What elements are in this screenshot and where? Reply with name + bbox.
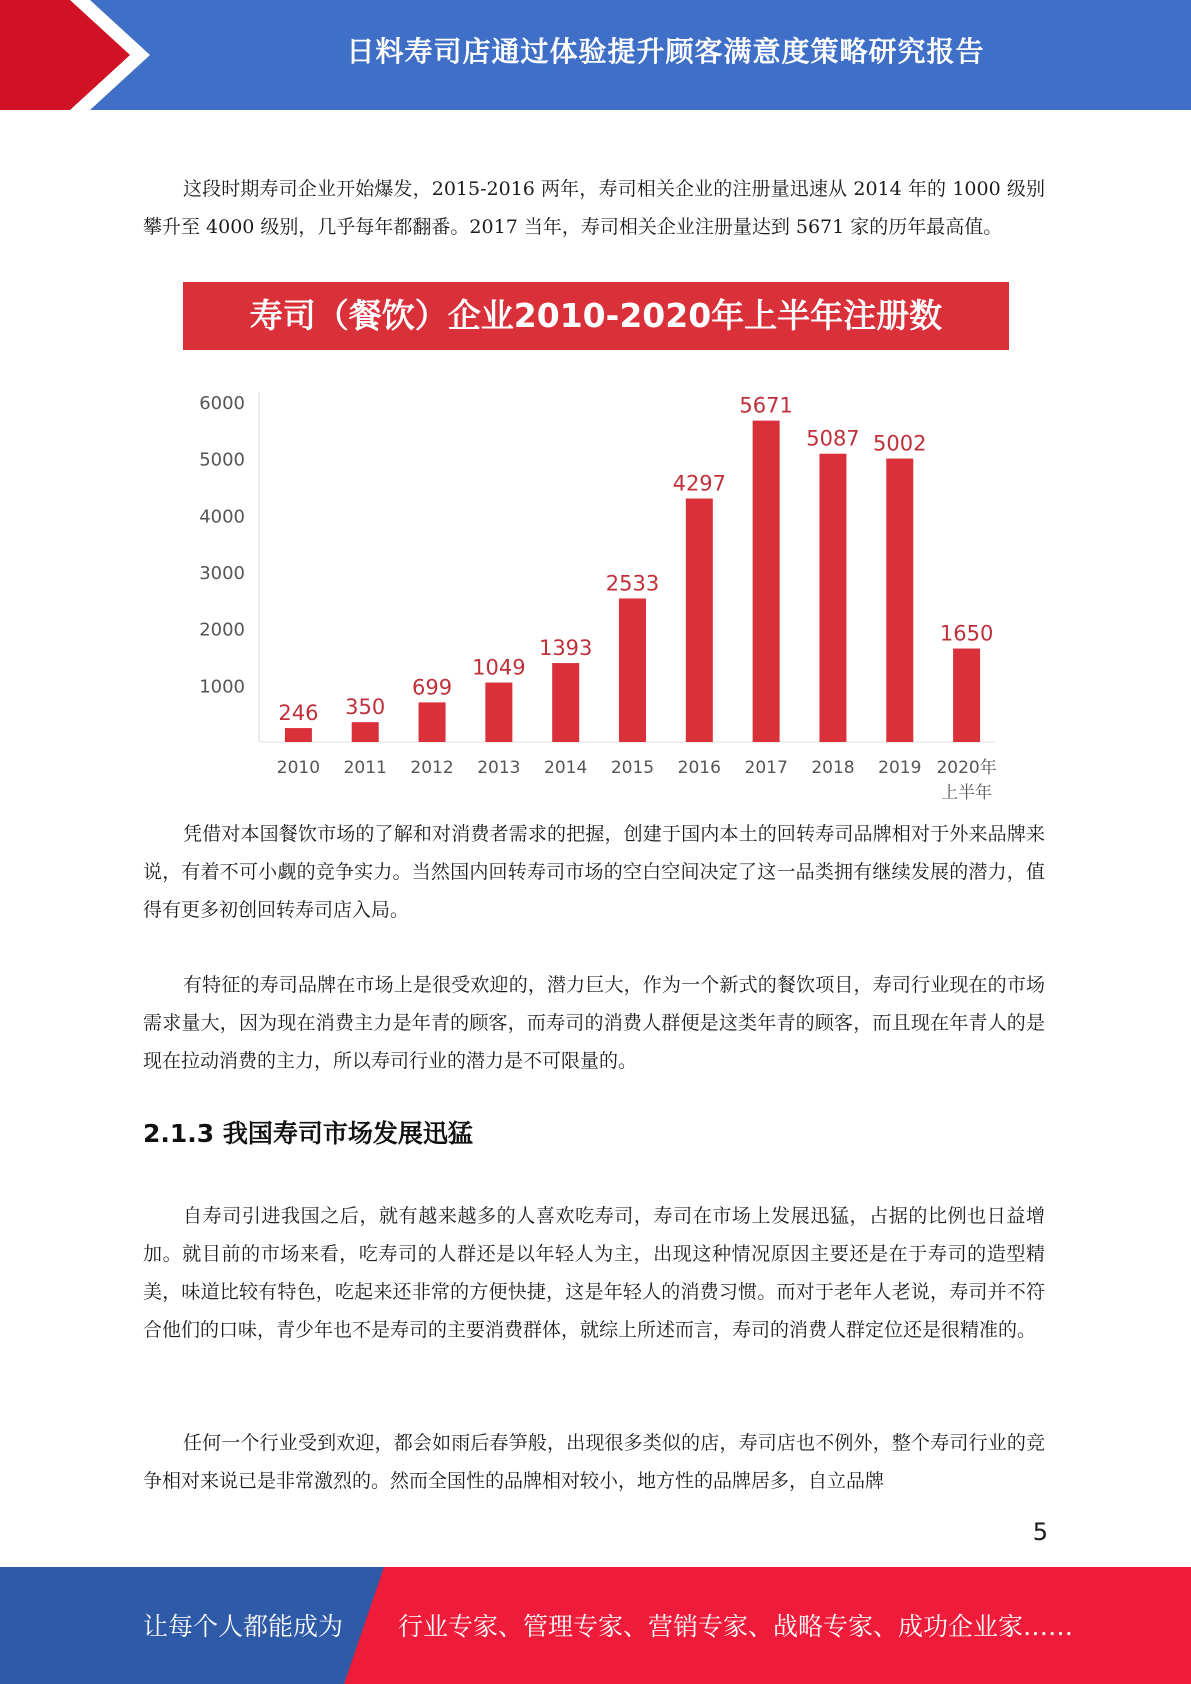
x-tick-label: 2014: [544, 758, 588, 778]
data-label: 5002: [873, 431, 927, 456]
bar: [619, 598, 646, 742]
page-footer: [0, 1567, 1191, 1684]
y-tick-label: 6000: [199, 393, 245, 414]
x-tick-label: 上半年: [941, 783, 993, 802]
x-tick-label: 2012: [410, 758, 454, 778]
header-title: 日料寿司店通过体验提升顾客满意度策略研究报告: [346, 35, 985, 68]
y-tick-label: 3000: [199, 563, 245, 584]
y-tick-label: 2000: [199, 619, 245, 641]
bar: [485, 683, 512, 742]
bar: [819, 454, 846, 742]
paragraph-4: 自寿司引进我国之后，就有越来越多的人喜欢吃寿司，寿司在市场上发展迅猛，占据的比例也日益增加。就目前的市场来看，吃寿司的人群还是以年轻人为主，出现这种情况原因主要还是在于寿司的造型精美，味道比较有特色，吃起来还非常的方便快捷，这是年轻人的消费习惯。而对于老年人老说，寿司并不符合他们的口味，青少年也不是寿司的主要消费群体，就综上所述而言，寿司的消费人群定位还是很精准的。: [143, 1205, 1045, 1341]
bar: [419, 702, 446, 742]
x-tick-label: 2019: [878, 758, 922, 778]
data-label: 1650: [939, 621, 994, 646]
section-heading: 2.1.3 我国寿司市场发展迅猛: [143, 1119, 473, 1148]
data-label: 1393: [538, 636, 593, 661]
x-tick-label: 2020年: [936, 758, 997, 778]
y-tick-label: 4000: [199, 506, 245, 528]
paragraph-5: 任何一个行业受到欢迎，都会如雨后春笋般，出现很多类似的店，寿司店也不例外，整个寿司行业的竞争相对来说已是非常激烈的。然而全国性的品牌相对较小，地方性的品牌居多，自立品牌: [143, 1432, 1045, 1492]
x-tick-label: 2010: [276, 758, 321, 778]
paragraph-1: 这段时期寿司企业开始爆发，2015-2016 两年，寿司相关企业的注册量迅速从 2014 年的 1000 级别攀升至 4000 级别，几乎每年都翻番。2017 当年，寿司相关企业注册量达到 5671 家的历年最高值。: [143, 178, 1045, 238]
bar: [753, 421, 780, 742]
footer-slogan-left: 让每个人都能成为: [143, 1612, 344, 1641]
bar: [552, 663, 579, 742]
data-label: 350: [345, 695, 386, 720]
y-tick-label: 1000: [199, 676, 245, 698]
chart-plot: [180, 282, 1010, 802]
data-label: 4297: [672, 471, 727, 496]
data-label: 699: [411, 675, 453, 700]
data-label: 2533: [605, 571, 660, 596]
x-tick-label: 2016: [677, 758, 721, 778]
x-tick-label: 2015: [610, 758, 655, 778]
page-header: [0, 0, 1191, 110]
data-label: 5671: [739, 393, 793, 418]
data-label: 246: [278, 701, 319, 726]
bar: [686, 499, 713, 742]
bar-chart: [180, 282, 1010, 802]
y-tick-label: 5000: [199, 449, 245, 471]
bar: [352, 722, 379, 742]
bar: [953, 649, 980, 743]
footer-slogan-right: 行业专家、管理专家、营销专家、战略专家、成功企业家……: [398, 1612, 1074, 1641]
paragraph-3: 有特征的寿司品牌在市场上是很受欢迎的，潜力巨大，作为一个新式的餐饮项目，寿司行业现在的市场需求量大，因为现在消费主力是年青的顾客，而寿司的消费人群便是这类年青的顾客，而且现在年青人的是现在拉动消费的主力，所以寿司行业的潜力是不可限量的。: [143, 974, 1045, 1072]
x-tick-label: 2017: [744, 758, 788, 778]
bar: [886, 459, 913, 742]
x-tick-label: 2011: [343, 758, 387, 778]
x-tick-label: 2018: [811, 758, 855, 778]
x-tick-label: 2013: [477, 758, 521, 778]
paragraph-2: 凭借对本国餐饮市场的了解和对消费者需求的把握，创建于国内本土的回转寿司品牌相对于外来品牌来说，有着不可小觑的竞争实力。当然国内回转寿司市场的空白空间决定了这一品类拥有继续发展的潜力，值得有更多初创回转寿司店入局。: [143, 823, 1045, 921]
bar: [285, 728, 312, 742]
data-label: 1049: [472, 655, 526, 680]
chart-title: 寿司（餐饮）企业2010-2020年上半年注册数: [183, 282, 1009, 350]
data-label: 5087: [806, 426, 860, 451]
page-number: 5: [1032, 1518, 1048, 1546]
